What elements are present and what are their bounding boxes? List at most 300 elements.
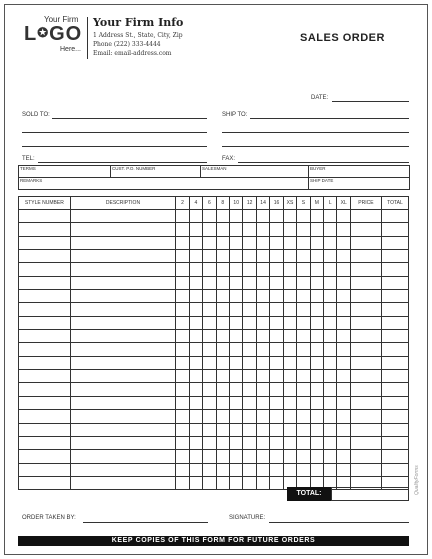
ship-to-field-1[interactable] [250,118,409,119]
table-cell[interactable] [70,330,176,343]
ship-to-field-2[interactable] [222,132,409,133]
table-cell[interactable] [381,303,408,316]
table-cell[interactable] [19,316,71,329]
table-cell[interactable] [283,383,296,396]
table-cell[interactable] [216,410,229,423]
table-cell[interactable] [176,423,189,436]
table-cell[interactable] [310,250,323,263]
table-cell[interactable] [324,356,337,369]
table-cell[interactable] [324,316,337,329]
table-cell[interactable] [270,476,283,489]
table-cell[interactable] [19,276,71,289]
table-cell[interactable] [381,263,408,276]
table-cell[interactable] [297,236,310,249]
table-cell[interactable] [324,263,337,276]
table-cell[interactable] [270,303,283,316]
table-cell[interactable] [310,236,323,249]
table-cell[interactable] [283,276,296,289]
table-cell[interactable] [70,290,176,303]
table-cell[interactable] [350,423,381,436]
table-cell[interactable] [256,463,269,476]
table-cell[interactable] [283,370,296,383]
table-cell[interactable] [216,343,229,356]
table-cell[interactable] [229,450,242,463]
table-cell[interactable] [283,450,296,463]
table-cell[interactable] [216,356,229,369]
table-cell[interactable] [70,423,176,436]
table-cell[interactable] [256,410,269,423]
table-cell[interactable] [324,383,337,396]
table-cell[interactable] [19,423,71,436]
table-cell[interactable] [243,410,256,423]
table-cell[interactable] [381,316,408,329]
table-cell[interactable] [256,316,269,329]
table-cell[interactable] [350,383,381,396]
table-cell[interactable] [176,250,189,263]
table-cell[interactable] [270,236,283,249]
table-cell[interactable] [310,343,323,356]
table-cell[interactable] [256,343,269,356]
table-cell[interactable] [310,210,323,223]
table-cell[interactable] [270,343,283,356]
table-cell[interactable] [216,210,229,223]
table-cell[interactable] [19,236,71,249]
table-cell[interactable] [229,423,242,436]
table-cell[interactable] [243,223,256,236]
terms-field[interactable]: TERMS [19,166,111,178]
table-cell[interactable] [297,303,310,316]
table-cell[interactable] [381,463,408,476]
table-cell[interactable] [270,316,283,329]
table-cell[interactable] [203,450,216,463]
table-cell[interactable] [243,290,256,303]
table-cell[interactable] [337,276,350,289]
table-cell[interactable] [203,423,216,436]
sold-to-field-1[interactable] [52,118,207,119]
table-cell[interactable] [19,436,71,449]
table-cell[interactable] [310,223,323,236]
table-cell[interactable] [256,356,269,369]
table-cell[interactable] [70,210,176,223]
table-cell[interactable] [324,303,337,316]
table-cell[interactable] [189,250,202,263]
table-cell[interactable] [256,370,269,383]
table-cell[interactable] [203,276,216,289]
table-cell[interactable] [283,436,296,449]
table-cell[interactable] [350,343,381,356]
table-cell[interactable] [189,343,202,356]
table-cell[interactable] [189,423,202,436]
table-cell[interactable] [19,290,71,303]
table-cell[interactable] [381,276,408,289]
table-cell[interactable] [256,450,269,463]
table-cell[interactable] [70,396,176,409]
table-cell[interactable] [176,383,189,396]
table-cell[interactable] [283,290,296,303]
table-cell[interactable] [70,236,176,249]
table-cell[interactable] [189,383,202,396]
table-cell[interactable] [70,410,176,423]
table-cell[interactable] [229,290,242,303]
table-cell[interactable] [176,370,189,383]
table-cell[interactable] [337,423,350,436]
table-cell[interactable] [297,396,310,409]
table-cell[interactable] [70,250,176,263]
table-cell[interactable] [189,330,202,343]
table-cell[interactable] [203,436,216,449]
table-cell[interactable] [189,396,202,409]
table-cell[interactable] [381,236,408,249]
table-cell[interactable] [310,396,323,409]
table-cell[interactable] [229,303,242,316]
table-cell[interactable] [337,450,350,463]
table-cell[interactable] [297,223,310,236]
table-cell[interactable] [189,436,202,449]
table-cell[interactable] [203,263,216,276]
table-cell[interactable] [310,263,323,276]
table-cell[interactable] [229,370,242,383]
table-cell[interactable] [243,463,256,476]
table-cell[interactable] [176,330,189,343]
table-cell[interactable] [324,276,337,289]
table-cell[interactable] [324,423,337,436]
table-cell[interactable] [216,463,229,476]
table-cell[interactable] [270,410,283,423]
table-cell[interactable] [324,210,337,223]
table-cell[interactable] [310,316,323,329]
table-cell[interactable] [70,476,176,489]
table-cell[interactable] [297,316,310,329]
ship-date-field[interactable]: SHIP DATE [309,178,410,190]
table-cell[interactable] [337,263,350,276]
table-cell[interactable] [283,303,296,316]
table-cell[interactable] [297,370,310,383]
table-cell[interactable] [216,223,229,236]
table-cell[interactable] [19,330,71,343]
total-field[interactable] [331,487,409,501]
table-cell[interactable] [337,356,350,369]
table-cell[interactable] [350,410,381,423]
table-cell[interactable] [243,276,256,289]
table-cell[interactable] [216,276,229,289]
table-cell[interactable] [70,450,176,463]
table-cell[interactable] [176,276,189,289]
table-cell[interactable] [216,303,229,316]
table-cell[interactable] [270,210,283,223]
order-taken-by-field[interactable] [83,522,208,523]
table-cell[interactable] [19,210,71,223]
table-cell[interactable] [189,450,202,463]
table-cell[interactable] [324,396,337,409]
table-cell[interactable] [216,423,229,436]
table-cell[interactable] [203,290,216,303]
table-cell[interactable] [19,343,71,356]
table-cell[interactable] [229,263,242,276]
table-cell[interactable] [19,263,71,276]
table-cell[interactable] [381,210,408,223]
table-cell[interactable] [176,316,189,329]
table-cell[interactable] [243,436,256,449]
table-cell[interactable] [70,276,176,289]
table-cell[interactable] [19,356,71,369]
table-cell[interactable] [283,343,296,356]
table-cell[interactable] [297,330,310,343]
table-cell[interactable] [256,210,269,223]
table-cell[interactable] [243,343,256,356]
table-cell[interactable] [297,290,310,303]
table-cell[interactable] [337,316,350,329]
table-cell[interactable] [297,356,310,369]
table-cell[interactable] [270,463,283,476]
table-cell[interactable] [216,396,229,409]
table-cell[interactable] [270,436,283,449]
table-cell[interactable] [216,330,229,343]
table-cell[interactable] [176,436,189,449]
table-cell[interactable] [216,436,229,449]
table-cell[interactable] [270,383,283,396]
table-cell[interactable] [297,383,310,396]
cust-po-field[interactable]: CUST. P.O. NUMBER [111,166,201,178]
table-cell[interactable] [229,250,242,263]
table-cell[interactable] [19,250,71,263]
table-cell[interactable] [350,356,381,369]
table-cell[interactable] [216,236,229,249]
table-cell[interactable] [283,463,296,476]
table-cell[interactable] [350,276,381,289]
table-cell[interactable] [350,450,381,463]
table-cell[interactable] [270,423,283,436]
table-cell[interactable] [243,316,256,329]
table-cell[interactable] [243,383,256,396]
table-cell[interactable] [70,370,176,383]
table-cell[interactable] [216,250,229,263]
table-cell[interactable] [283,223,296,236]
table-cell[interactable] [229,476,242,489]
table-cell[interactable] [19,303,71,316]
table-cell[interactable] [189,303,202,316]
table-cell[interactable] [176,290,189,303]
table-cell[interactable] [381,450,408,463]
table-cell[interactable] [324,436,337,449]
date-field[interactable] [332,101,409,102]
table-cell[interactable] [381,370,408,383]
table-cell[interactable] [270,250,283,263]
table-cell[interactable] [216,370,229,383]
table-cell[interactable] [337,370,350,383]
table-cell[interactable] [337,303,350,316]
table-cell[interactable] [283,316,296,329]
table-cell[interactable] [19,223,71,236]
table-cell[interactable] [381,356,408,369]
table-cell[interactable] [70,316,176,329]
table-cell[interactable] [189,410,202,423]
table-cell[interactable] [19,450,71,463]
table-cell[interactable] [243,370,256,383]
table-cell[interactable] [297,250,310,263]
table-cell[interactable] [297,263,310,276]
table-cell[interactable] [203,210,216,223]
table-cell[interactable] [350,263,381,276]
table-cell[interactable] [256,276,269,289]
table-cell[interactable] [310,463,323,476]
table-cell[interactable] [270,356,283,369]
table-cell[interactable] [310,410,323,423]
table-cell[interactable] [216,263,229,276]
table-cell[interactable] [256,263,269,276]
table-cell[interactable] [176,476,189,489]
table-cell[interactable] [189,263,202,276]
table-cell[interactable] [203,476,216,489]
table-cell[interactable] [189,223,202,236]
buyer-field[interactable]: BUYER [309,166,410,178]
table-cell[interactable] [283,410,296,423]
table-cell[interactable] [324,290,337,303]
table-cell[interactable] [310,330,323,343]
table-cell[interactable] [337,463,350,476]
table-cell[interactable] [350,223,381,236]
table-cell[interactable] [19,383,71,396]
table-cell[interactable] [256,330,269,343]
table-cell[interactable] [337,250,350,263]
table-cell[interactable] [310,450,323,463]
table-cell[interactable] [381,410,408,423]
table-cell[interactable] [243,476,256,489]
table-cell[interactable] [324,410,337,423]
table-cell[interactable] [381,223,408,236]
table-cell[interactable] [243,396,256,409]
table-cell[interactable] [203,330,216,343]
table-cell[interactable] [283,423,296,436]
table-cell[interactable] [203,383,216,396]
table-cell[interactable] [243,423,256,436]
table-cell[interactable] [203,316,216,329]
table-cell[interactable] [381,383,408,396]
table-cell[interactable] [297,410,310,423]
table-cell[interactable] [243,450,256,463]
table-cell[interactable] [381,250,408,263]
table-cell[interactable] [270,223,283,236]
table-cell[interactable] [256,250,269,263]
ship-to-field-3[interactable] [222,146,409,147]
table-cell[interactable] [310,276,323,289]
table-cell[interactable] [381,343,408,356]
table-cell[interactable] [270,330,283,343]
table-cell[interactable] [216,476,229,489]
table-cell[interactable] [176,396,189,409]
table-cell[interactable] [243,210,256,223]
table-cell[interactable] [297,463,310,476]
table-cell[interactable] [310,356,323,369]
table-cell[interactable] [337,210,350,223]
table-cell[interactable] [256,396,269,409]
table-cell[interactable] [270,290,283,303]
table-cell[interactable] [337,290,350,303]
table-cell[interactable] [324,236,337,249]
table-cell[interactable] [310,423,323,436]
table-cell[interactable] [381,423,408,436]
table-cell[interactable] [19,463,71,476]
table-cell[interactable] [203,410,216,423]
table-cell[interactable] [297,450,310,463]
table-cell[interactable] [256,476,269,489]
table-cell[interactable] [176,236,189,249]
table-cell[interactable] [324,450,337,463]
table-cell[interactable] [189,356,202,369]
table-cell[interactable] [324,223,337,236]
table-cell[interactable] [203,343,216,356]
table-cell[interactable] [324,370,337,383]
table-cell[interactable] [189,290,202,303]
table-cell[interactable] [243,250,256,263]
table-cell[interactable] [270,450,283,463]
table-cell[interactable] [243,263,256,276]
table-cell[interactable] [203,236,216,249]
table-cell[interactable] [297,210,310,223]
table-cell[interactable] [203,396,216,409]
table-cell[interactable] [189,236,202,249]
table-cell[interactable] [189,463,202,476]
table-cell[interactable] [176,356,189,369]
table-cell[interactable] [176,303,189,316]
table-cell[interactable] [229,383,242,396]
table-cell[interactable] [337,223,350,236]
table-cell[interactable] [283,330,296,343]
table-cell[interactable] [256,290,269,303]
table-cell[interactable] [350,290,381,303]
table-cell[interactable] [176,343,189,356]
table-cell[interactable] [381,330,408,343]
table-cell[interactable] [229,396,242,409]
table-cell[interactable] [229,276,242,289]
table-cell[interactable] [337,410,350,423]
table-cell[interactable] [189,370,202,383]
sold-to-field-3[interactable] [22,146,207,147]
table-cell[interactable] [310,383,323,396]
table-cell[interactable] [350,463,381,476]
table-cell[interactable] [350,236,381,249]
table-cell[interactable] [19,476,71,489]
table-cell[interactable] [70,263,176,276]
table-cell[interactable] [256,423,269,436]
table-cell[interactable] [176,263,189,276]
table-cell[interactable] [203,303,216,316]
table-cell[interactable] [229,236,242,249]
table-cell[interactable] [243,356,256,369]
signature-field[interactable] [269,522,409,523]
table-cell[interactable] [381,290,408,303]
table-cell[interactable] [310,436,323,449]
table-cell[interactable] [350,436,381,449]
table-cell[interactable] [70,436,176,449]
table-cell[interactable] [70,383,176,396]
table-cell[interactable] [270,263,283,276]
table-cell[interactable] [270,396,283,409]
table-cell[interactable] [297,276,310,289]
table-cell[interactable] [70,356,176,369]
table-cell[interactable] [70,223,176,236]
table-cell[interactable] [176,463,189,476]
table-cell[interactable] [297,436,310,449]
table-cell[interactable] [310,370,323,383]
table-cell[interactable] [381,436,408,449]
table-cell[interactable] [19,370,71,383]
table-cell[interactable] [310,290,323,303]
table-cell[interactable] [203,370,216,383]
table-cell[interactable] [176,210,189,223]
table-cell[interactable] [203,223,216,236]
table-cell[interactable] [189,210,202,223]
sold-to-field-2[interactable] [22,132,207,133]
